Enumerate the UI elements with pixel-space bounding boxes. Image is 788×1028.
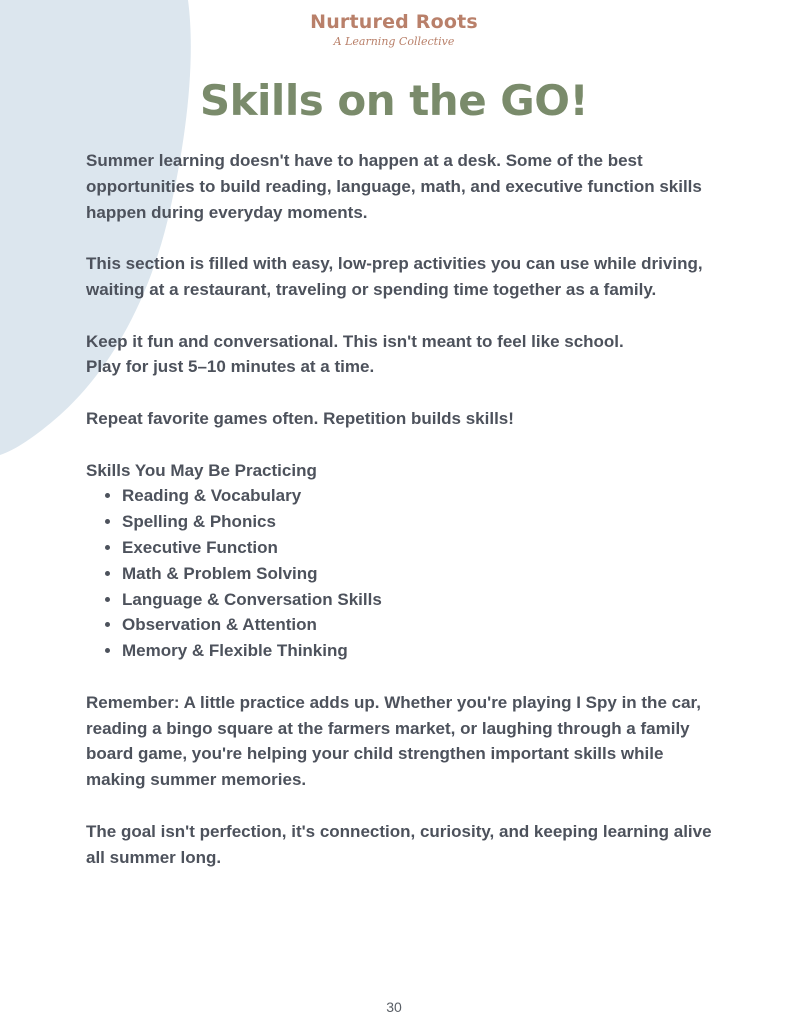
list-item: • Observation & Attention [122, 612, 716, 638]
list-item: • Language & Conversation Skills [122, 587, 716, 613]
intro-paragraph-1: Summer learning doesn't have to happen at a desk. Some of the best opportunities to build reading, language, math, and executive function skills happen during everyday moments. [86, 151, 702, 222]
tip-play-duration: Play for just 5–10 minutes at a time. [86, 357, 375, 377]
closing-paragraph-2: The goal isn't perfection, it's connection, curiosity, and keeping learning alive all summer long. [86, 821, 712, 867]
skills-list [86, 483, 716, 664]
page-title: Skills on the GO! [199, 76, 589, 125]
list-item: • Reading & Vocabulary [122, 483, 716, 509]
closing-paragraph-1: Remember: A little practice adds up. Whether you're playing I Spy in the car, reading a bingo square at the farmers market, or laughing through a family board game, you're helping your child strengthen important skills while making summer memories. [86, 692, 701, 790]
brand-name: Nurtured Roots [310, 11, 478, 33]
page-number: 30 [386, 999, 402, 1015]
list-item: • Math & Problem Solving [122, 561, 716, 587]
intro-paragraph-2: This section is filled with easy, low-prep activities you can use while driving, waiting at a restaurant, traveling or spending time together as a family. [86, 254, 703, 299]
list-item: • Memory & Flexible Thinking [122, 638, 716, 664]
tip-repeat-games: Repeat favorite games often. Repetition builds skills! [86, 408, 514, 428]
skills-heading: Skills You May Be Practicing [86, 460, 317, 480]
list-item: • Executive Function [122, 535, 716, 561]
list-item: • Spelling & Phonics [122, 509, 716, 535]
page-body [86, 148, 716, 896]
brand-logo [0, 10, 788, 49]
tip-keep-it-fun: Keep it fun and conversational. This isn't meant to feel like school. [86, 331, 624, 351]
brand-tagline: A Learning Collective [333, 35, 455, 48]
